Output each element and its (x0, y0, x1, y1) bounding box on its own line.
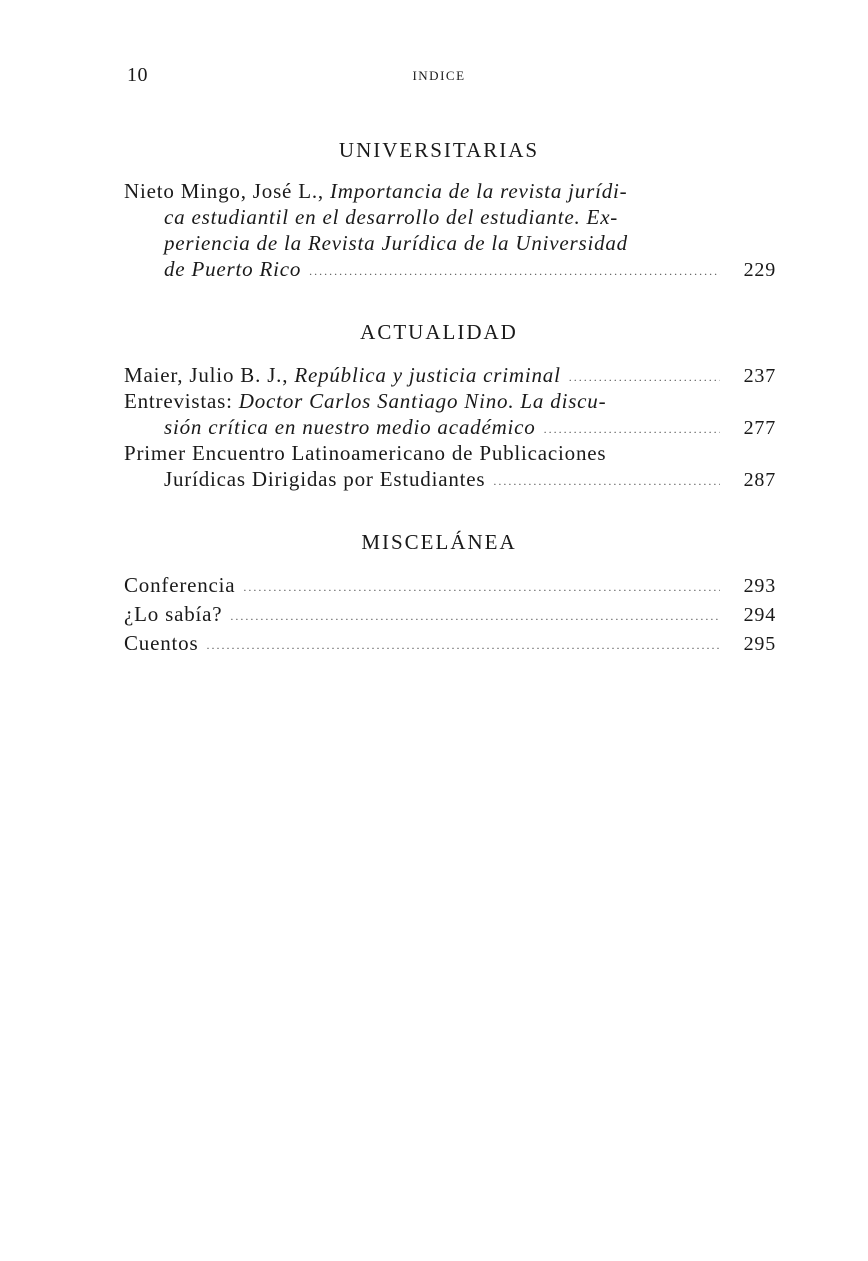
entry-title: ¿Lo sabía? (124, 602, 223, 626)
entry-title: Cuentos (124, 631, 199, 655)
entry-title: Doctor Carlos Santiago Nino. La discu- (238, 389, 607, 413)
entry-author: Maier, Julio B. J., (124, 363, 295, 387)
entry-title: periencia de la Revista Jurídica de la Universidad (164, 231, 628, 255)
entry-title: República y justicia criminal (294, 363, 561, 387)
section-heading-miscelanea: MISCELÁNEA (361, 530, 517, 554)
entry-page-number: 237 (743, 365, 776, 387)
entry-author: Entrevistas: (124, 389, 239, 413)
entry-title: de Puerto Rico (164, 257, 302, 281)
entry-page-number: 229 (743, 259, 776, 281)
entry-page-number: 287 (743, 469, 776, 491)
toc-entry[interactable] (124, 178, 776, 282)
dot-leader (569, 364, 720, 390)
entry-page-number: 294 (743, 604, 776, 626)
section-heading-universitarias: UNIVERSITARIAS (338, 138, 540, 162)
toc-entry[interactable] (124, 388, 776, 440)
dot-leader (230, 603, 720, 629)
toc-entry[interactable] (124, 601, 776, 627)
running-title: INDICE (412, 68, 466, 83)
entry-title: Conferencia (124, 573, 236, 597)
dot-leader (243, 574, 720, 600)
entry-page-number: 293 (743, 575, 776, 597)
entry-page-number: 295 (743, 633, 776, 655)
toc-entry[interactable] (124, 362, 776, 388)
toc-entry[interactable] (124, 440, 776, 492)
entry-page-number: 277 (743, 417, 776, 439)
entry-title: Primer Encuentro Latinoamericano de Publicaciones (124, 441, 607, 465)
toc-entry[interactable] (124, 572, 776, 598)
toc-entry[interactable] (124, 630, 776, 656)
dot-leader (544, 416, 720, 442)
section-heading-actualidad: ACTUALIDAD (360, 320, 518, 344)
entry-title: Importancia de la revista jurídi- (330, 179, 628, 203)
entry-title: sión crítica en nuestro medio académico (164, 415, 536, 439)
dot-leader (309, 258, 720, 284)
dot-leader (493, 468, 720, 494)
entry-author: Nieto Mingo, José L., (124, 179, 331, 203)
entry-title: Jurídicas Dirigidas por Estudiantes (164, 467, 486, 491)
page-number: 10 (127, 64, 148, 86)
entry-title: ca estudiantil en el desarrollo del estudiante. Ex- (164, 205, 619, 229)
dot-leader (206, 632, 720, 658)
